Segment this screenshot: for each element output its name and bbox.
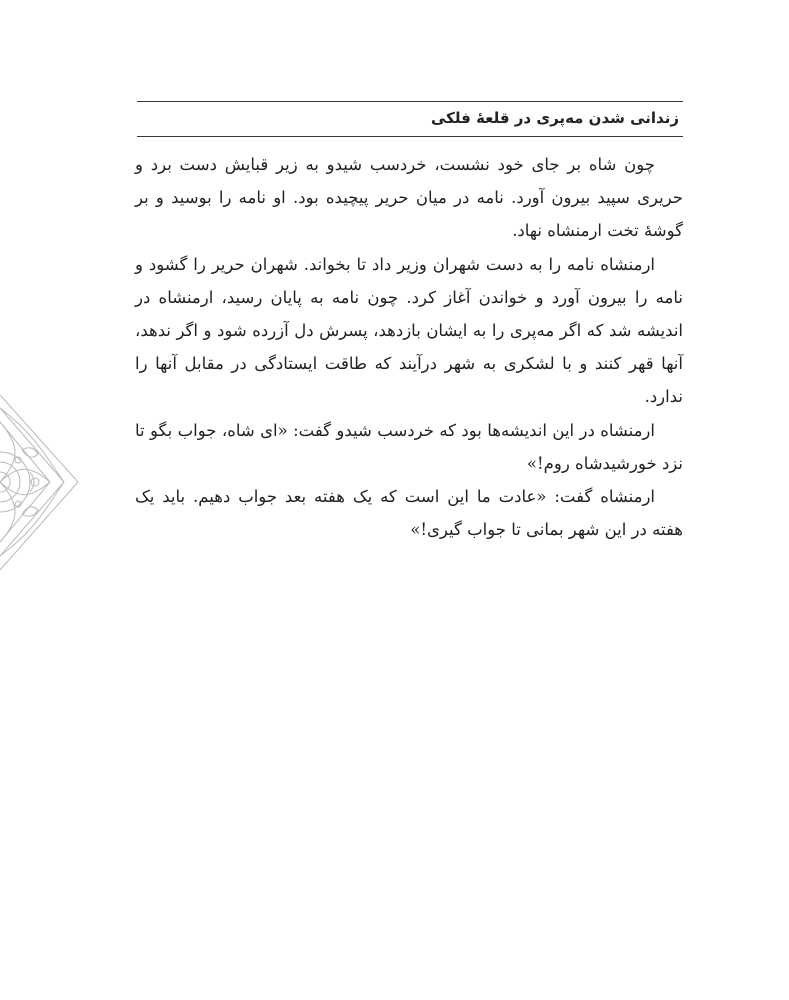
- running-header: [137, 101, 683, 137]
- running-title: زندانی شدن مه‌پری در قلعۀ فلکی: [431, 109, 679, 127]
- arabesque-ornament-icon: [0, 390, 80, 575]
- paragraph-2: ارمنشاه نامه را به دست شهران وزیر داد تا بخواند. شهران حریر را گشود و نامه را بیرون آورد و خواندن آغاز کرد. چون نامه به پایان رسید، ارمنشاه در اندیشه شد که اگر مه‌پری را به ایشان بازدهد، پسرش دل آزرده شود و اگر ندهد، آنها قهر کنند و با لشکری به شهر درآیند که طاقت ایستادگی در مقابل آنها را ندارد.: [135, 254, 683, 407]
- paragraph-3: ارمنشاه در این اندیشه‌ها بود که خردسب شیدو گفت: «ای شاه، جواب بگو تا نزد خورشیدشاه روم!»: [135, 420, 683, 473]
- paragraph-4: ارمنشاه گفت: «عادت ما این است که یک هفته بعد جواب دهیم. باید یک هفته در این شهر بمانی تا جواب گیری!»: [135, 487, 683, 540]
- body-text: [135, 148, 683, 546]
- header-bottom-rule: [137, 136, 683, 137]
- paragraph-1: چون شاه بر جای خود نشست، خردسب شیدو به زیر قبایش دست برد و حریری سپید بیرون آورد. نامه در میان حریر پیچیده بود. او نامه را بوسید و بر گوشۀ تخت ارمنشاه نهاد.: [135, 155, 683, 241]
- header-top-rule: [137, 101, 683, 102]
